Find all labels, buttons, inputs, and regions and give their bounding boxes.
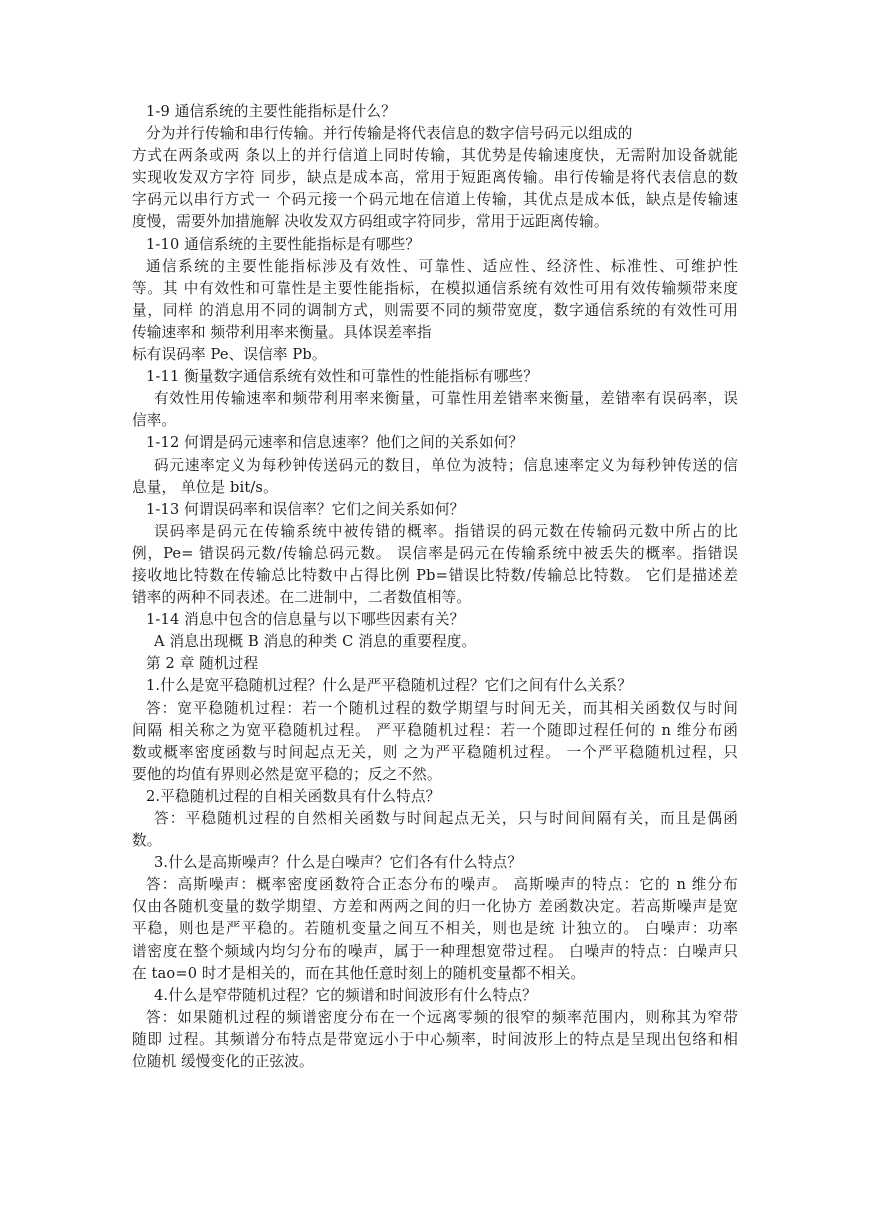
text-line: 在 tao=0 时才是相关的，而在其他任意时刻上的随机变量都不相关。 <box>132 964 586 982</box>
document-page <box>132 101 738 1073</box>
text-line: 有效性用传输速率和频带利用率来衡量，可靠性用差错率来衡量，差错率有误码率，误 <box>154 390 738 408</box>
text-line: 要他的均值有界则必然是宽平稳的；反之不然。 <box>132 765 442 783</box>
text-line: 通信系统的主要性能指标涉及有效性、可靠性、适应性、经济性、标准性、可维护性 <box>146 257 738 275</box>
text-line: 1-13 何谓误码率和误信率？它们之间关系如何？ <box>146 500 465 518</box>
text-line: 传输速率和 频带利用率来衡量。具体误差率指 <box>132 323 432 341</box>
text-line: 接收地比特数在传输总比特数中占得比例 Pb=错误比特数/传输总比特数。 它们是描述差 <box>132 566 738 584</box>
text-line: 息量， 单位是 bit/s。 <box>132 478 278 496</box>
text-line: 谱密度在整个频域内均匀分布的噪声，属于一种理想宽带过程。 白噪声的特点：白噪声只 <box>132 942 738 960</box>
text-line: 答：高斯噪声：概率密度函数符合正态分布的噪声。 高斯噪声的特点：它的 n 维分布 <box>146 876 738 894</box>
text-line: 量，同样 的消息用不同的调制方式，则需要不同的频带宽度，数字通信系统的有效性可用 <box>132 301 738 319</box>
text-line: 1-9 通信系统的主要性能指标是什么？ <box>146 103 396 120</box>
text-line: 平稳，则也是严平稳的。若随机变量之间互不相关，则也是统 计独立的。 白噪声：功率 <box>132 920 738 938</box>
text-line: 1-10 通信系统的主要性能指标是有哪些？ <box>146 235 421 253</box>
text-line: 标有误码率 Pe、误信率 Pb。 <box>132 346 327 364</box>
text-line: 等。其 中有效性和可靠性是主要性能指标，在模拟通信系统有效性可用有效传输频带来度 <box>132 279 738 297</box>
text-line: 码元速率定义为每秒钟传送码元的数目，单位为波特；信息速率定义为每秒钟传送的信 <box>154 456 738 474</box>
text-line: 1-11 衡量数字通信系统有效性和可靠性的性能指标有哪些？ <box>146 368 539 386</box>
text-line: 例，Pe= 错误码元数/传输总码元数。 误信率是码元在传输系统中被丢失的概率。指错误 <box>132 544 738 562</box>
text-line: 位随机 缓慢变化的正弦波。 <box>132 1053 314 1071</box>
text-line: 答：平稳随机过程的自然相关函数与时间起点无关，只与时间间隔有关，而且是偶函 <box>154 810 738 827</box>
text-line: 数或概率密度函数与时间起点无关，则 之为严平稳随机过程。 一个严平稳随机过程，只 <box>132 743 738 761</box>
text-line: 错率的两种不同表述。在二进制中，二者数值相等。 <box>132 589 472 607</box>
text-line: 信率。 <box>132 412 177 430</box>
text-line: 1-12 何谓是码元速率和信息速率？他们之间的关系如何？ <box>146 434 524 452</box>
text-line: 4.什么是窄带随机过程？它的频谱和时间波形有什么特点？ <box>154 986 537 1004</box>
text-line: 随即 过程。其频谱分布特点是带宽远小于中心频率，时间波形上的特点是呈现出包络和相 <box>132 1030 738 1048</box>
text-line: 方式在两条或两 条以上的并行信道上同时传输，其优势是传输速度快，无需附加设备就能 <box>132 147 738 165</box>
text-line: 实现收发双方字符 同步，缺点是成本高，常用于短距离传输。串行传输是将代表信息的数 <box>132 169 738 187</box>
text-line: 1-14 消息中包含的信息量与以下哪些因素有关？ <box>146 611 465 629</box>
text-line: 第 2 章 随机过程 <box>146 655 259 673</box>
text-line: 仅由各随机变量的数学期望、方差和两两之间的归一化协方 差函数决定。若高斯噪声是宽 <box>132 898 738 916</box>
text-line: 度慢，需要外加措施解 决收发双方码组或字符同步，常用于远距离传输。 <box>132 213 609 231</box>
text-line: 1.什么是宽平稳随机过程？什么是严平稳随机过程？它们之间有什么关系？ <box>146 677 633 695</box>
text-line: 2.平稳随机过程的自相关函数具有什么特点？ <box>146 787 441 805</box>
text-line: A 消息出现概 B 消息的种类 C 消息的重要程度。 <box>154 633 477 651</box>
text-line: 间隔 相关称之为宽平稳随机过程。 严平稳随机过程：若一个随即过程任何的 n 维分布函 <box>132 721 738 739</box>
text-line: 分为并行传输和串行传输。并行传输是将代表信息的数字信号码元以组成的 <box>146 125 633 143</box>
text-line: 3.什么是高斯噪声？什么是白噪声？它们各有什么特点？ <box>154 854 523 872</box>
text-line: 答：宽平稳随机过程：若一个随机过程的数学期望与时间无关，而其相关函数仅与时间 <box>146 699 738 717</box>
text-line: 误码率是码元在传输系统中被传错的概率。指错误的码元数在传输码元数中所占的比 <box>154 522 738 540</box>
text-line: 字码元以串行方式一 个码元接一个码元地在信道上传输，其优点是成本低，缺点是传输速 <box>132 191 738 209</box>
text-line: 数。 <box>132 832 162 850</box>
text-line: 答：如果随机过程的频谱密度分布在一个远离零频的很窄的频率范围内，则称其为窄带 <box>146 1008 738 1026</box>
